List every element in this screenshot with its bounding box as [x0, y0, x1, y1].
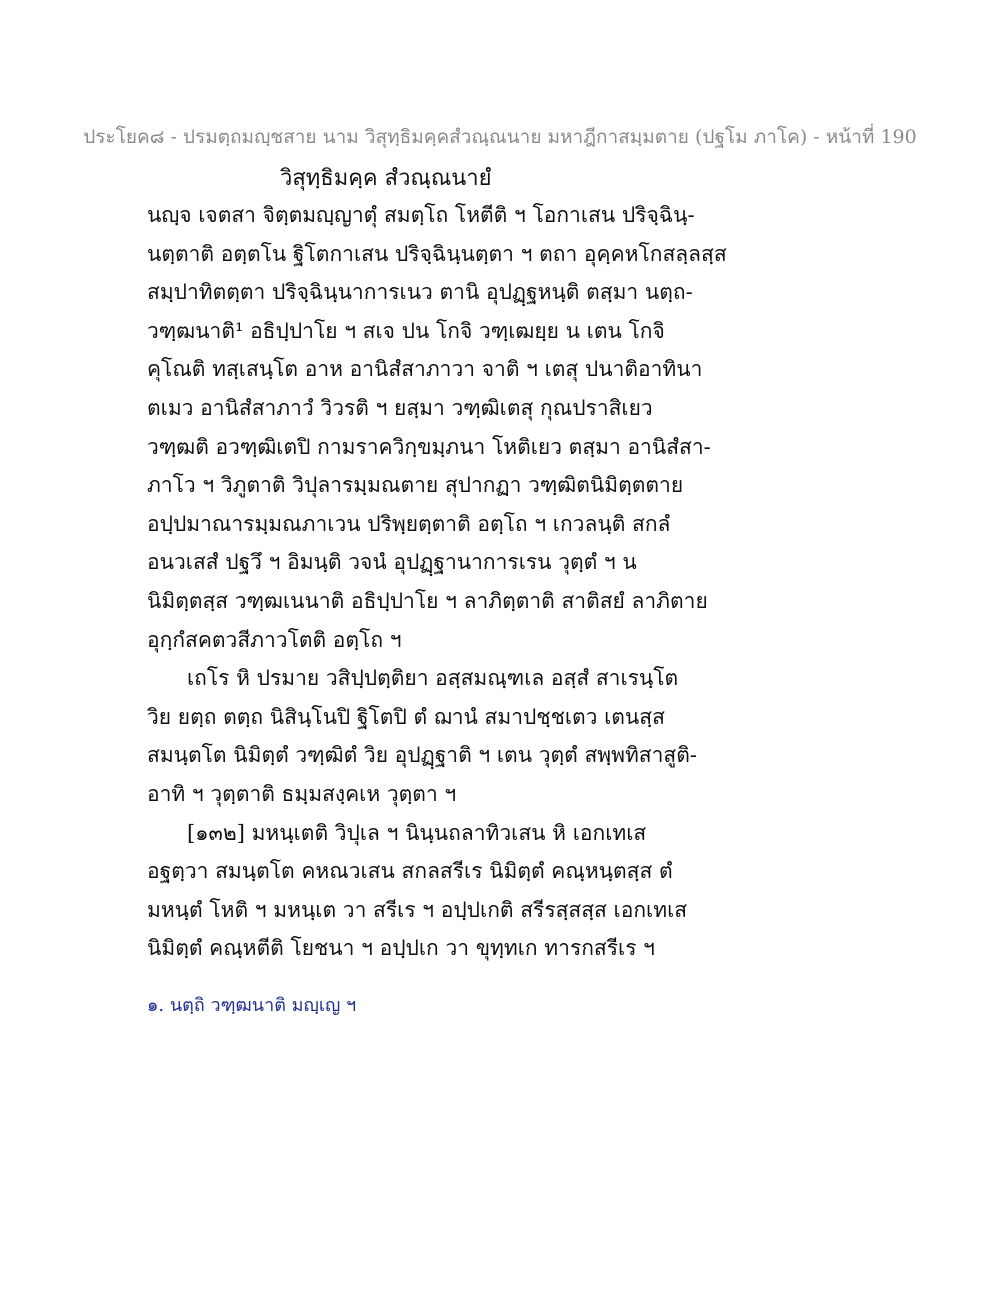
text-line: นิมิตฺตสฺส วฑฺฒเนนาติ อธิปฺปาโย ฯ ลาภิตฺตาติ สาติสยํ ลาภิตาย: [147, 588, 708, 613]
text-line: นตฺตาติ อตฺตโน ฐิโตกาเสน ปริจฺฉินฺนตฺตา ฯ ตถา อุคฺคหโกสลฺลสฺส: [147, 241, 727, 266]
text-line: สมฺปาทิตตฺตา ปริจฺฉินฺนาการเนว ตานิ อุปฏฺฐหนฺติ ตสฺมา นตฺถ-: [147, 280, 693, 305]
running-header: ประโยค๘ - ปรมตฺถมญฺชสาย นาม วิสุทฺธิมคฺคสํวณฺณนาย มหาฎีกาสมฺมตาย (ปฐโม ภาโค) - หน้าที่ 190: [83, 126, 917, 148]
text-line: อนวเสสํ ปฐวึ ฯ อิมนฺติ วจนํ อุปฏฺฐานาการเรน วุตฺตํ ฯ น: [147, 550, 637, 575]
text-line: [๑๓๒] มหนฺเตติ วิปุเล ฯ นินฺนถลาทิวเสน หิ เอกเทเส: [187, 820, 647, 845]
text-line: วฑฺฒนาติ¹ อธิปฺปาโย ฯ สเจ ปน โกจิ วฑฺเฒยฺย น เตน โกจิ: [147, 318, 665, 343]
text-line: สมนฺตโต นิมิตฺตํ วฑฺฒิตํ วิย อุปฏฺฐาติ ฯ เตน วุตฺตํ สพฺพทิสาสูติ-: [147, 743, 697, 768]
footnote: ๑. นตฺถิ วฑฺฒนาติ มญฺเญ ฯ: [147, 995, 357, 1016]
text-line: คุโณติ ทสฺเสนฺโต อาห อานิสํสาภาวา จาติ ฯ เตสุ ปนาติอาทินา: [147, 357, 703, 382]
text-line: มหนฺตํ โหติ ฯ มหนฺเต วา สรีเร ฯ อปฺปเกติ สรีรสฺสสฺส เอกเทเส: [147, 897, 688, 922]
body-text: [147, 196, 727, 968]
text-line: นญฺจ เจตสา จิตฺตมญฺญาตุํ สมตฺโถ โหตีติ ฯ โอกาเสน ปริจฺฉินฺ-: [147, 203, 695, 227]
text-line: อาทิ ฯ วุตฺตาติ ธมฺมสงฺคเห วุตฺตา ฯ: [147, 781, 457, 806]
text-line: วฑฺฒติ อวฑฺฒิเตปิ กามราควิกฺขมฺภนา โหติเยว ตสฺมา อานิสํสา-: [147, 434, 711, 459]
text-line: ภาโว ฯ วิภูตาติ วิปุลารมฺมณตาย สุปากฏา วฑฺฒิตนิมิตฺตตาย: [147, 473, 684, 498]
text-line: ตเมว อานิสํสาภาวํ วิวรติ ฯ ยสฺมา วฑฺฒิเตสุ กุณปราสิเยว: [147, 395, 653, 420]
section-title: วิสุทฺธิมคฺค สํวณฺณนายํ: [280, 166, 492, 191]
text-line: อุกฺกํสคตวสีภาวโตติ อตฺโถ ฯ: [147, 627, 402, 652]
text-line: อฐตฺวา สมนฺตโต คหณวเสน สกลสรีเร นิมิตฺตํ คณฺหนฺตสฺส ตํ: [147, 859, 673, 884]
text-line: วิย ยตฺถ ตตฺถ นิสินฺโนปิ ฐิโตปิ ตํ ฌานํ สมาปชฺชเตว เตนสฺส: [147, 704, 665, 729]
text-line: นิมิตฺตํ คณฺหตีติ โยชนา ฯ อปฺปเก วา ขุทฺทเก ทารกสรีเร ฯ: [147, 936, 655, 961]
text-line: เถโร หิ ปรมาย วสิปฺปตฺติยา อสฺสมณฺฑเล อสฺสํ สาเรนฺโต: [187, 666, 679, 691]
text-line: อปฺปมาณารมฺมณภาเวน ปริพฺยตฺตาติ อตฺโถ ฯ เกวลนฺติ สกลํ: [147, 511, 671, 536]
